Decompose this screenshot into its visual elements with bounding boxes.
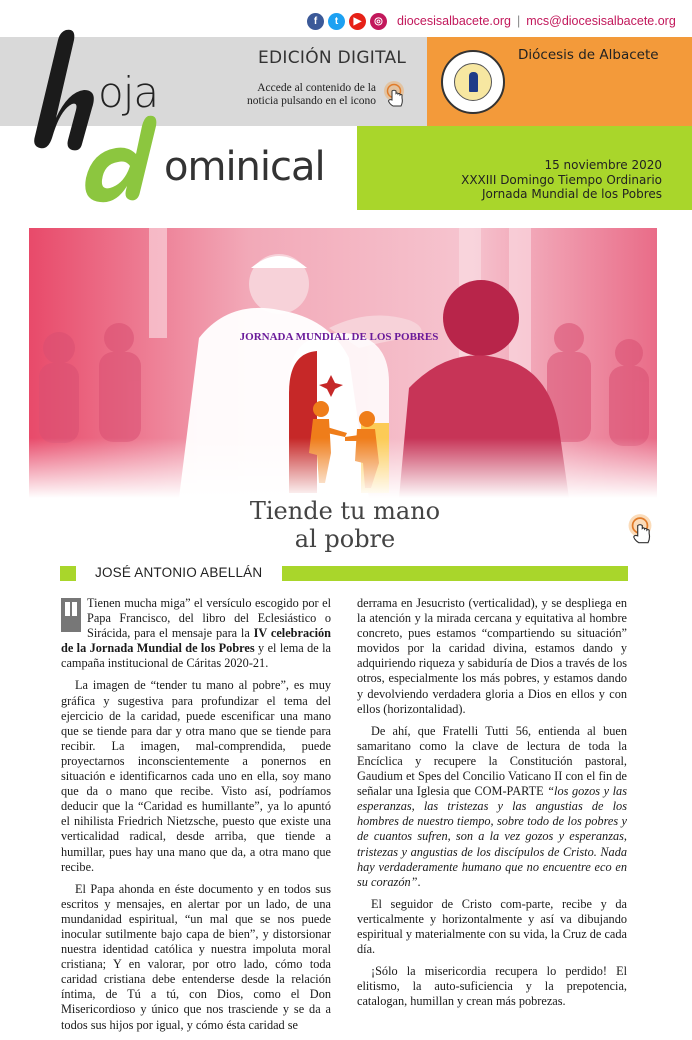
text: Tienen mucha miga” el versículo escogido por el Papa Francisco, del libro del Eclesiástico o Sirácida, para el mensaje para la xyxy=(87,596,331,641)
paragraph: derrama en Jesucristo (verticalidad), y se despliega en la atención y la mirada cercana y equitativa al hombre concreto, pues estamos “compartiendo su situación” movidos por la caridad divina, estamos dando y adquiriendo riqueza y sabiduría de Dios a través de los otros, especialmente los más pobres, y estamos dando y devolviendo verdadera gloria a Dios en ellos y con ellos (horizontalidad). xyxy=(357,596,627,716)
headline xyxy=(200,497,490,553)
instagram-icon[interactable]: ◎ xyxy=(370,13,387,30)
access-line-1: Accede al contenido de la xyxy=(257,82,376,94)
logo-letter-d xyxy=(78,112,168,208)
paragraph: La imagen de “tender tu mano al pobre”, es muy gráfica y sugestiva para profundizar el tema del ejercicio de la caridad, puede escenificar una mano que se tiende para dar y otra mano que se tiende para recibir. La imagen, mal-comprendida, puede proyectarnos inconscientemente a ponernos en situación e identificarnos cada uno en ella, soy mano que da o mano que recibe. Visto así, podríamos deducir que la “Caridad es humillante”, ya lo apuntó el nihilista Friedrich Nietzsche, puesto que existe una verticalidad radical, desde arriba, que tiende a humillar, pues hay una mano que da, a otra mano que recibe. xyxy=(61,678,331,874)
hero-image xyxy=(29,228,657,498)
contact-bar xyxy=(307,10,676,32)
text: De ahí, que Fratelli Tutti 56, entienda al buen samaritano como la clave de lectura de toda la Encíclica y recupere la Constitución pastoral, Gaudium et Spes del Concilio Vaticano II con el fin de señalar una Iglesia que COM-PARTE xyxy=(357,723,627,799)
youtube-icon[interactable]: ▶ xyxy=(349,13,366,30)
bold-text: IV celebración de la Jornada Mundial de los Pobres xyxy=(61,626,331,656)
email-link[interactable]: mcs@diocesisalbacete.org xyxy=(526,14,676,28)
article-column-1 xyxy=(61,596,331,1040)
paragraph xyxy=(61,596,331,671)
jornada-title: Jornada Mundial de los Pobres xyxy=(482,187,662,201)
quote-mark-icon xyxy=(61,598,81,632)
text: y el lema de la campaña institucional de Cáritas 2020-21. xyxy=(61,641,331,671)
issue-info xyxy=(461,158,662,202)
text: . xyxy=(417,874,421,889)
paragraph: El Papa ahonda en éste documento y en todos sus escritos y mensajes, en alertar por un lado, de una mundanidad espiritual, “un mal que se nos puede inocular sutilmente bajo capa de bien”, y distorsionar nuestra identidad católica y nuestra impoluta moral cristiana; Y en valorar, por otro lado, cómo toda caridad cristiana debe entenderse desde la relación íntima, de Tú a tú, con Dios, como el Don Misericordioso y único que nos trasciende y se da a todos sus hijos por igual, y cómo ésta caridad se xyxy=(61,881,331,1032)
access-line-2: noticia pulsando en el icono xyxy=(246,95,376,107)
hero-logo-text: JORNADA MUNDIAL DE LOS POBRES xyxy=(239,331,439,343)
access-instructions xyxy=(218,82,376,108)
article-column-2 xyxy=(357,596,627,1016)
hero-illustration xyxy=(29,228,657,498)
facebook-icon[interactable]: f xyxy=(307,13,324,30)
paragraph xyxy=(357,724,627,890)
pointing-hand-icon[interactable] xyxy=(624,513,656,545)
issue-date: 15 noviembre 2020 xyxy=(544,158,662,172)
logo-text-oja: oja xyxy=(98,68,159,117)
headline-line-2: al pobre xyxy=(294,525,396,553)
logo-text-ominical: ominical xyxy=(164,144,325,190)
paragraph: El seguidor de Cristo com-parte, recibe y da verticalmente y horizontalmente y así va dibujando espiritual y materialmente con su vida, la Cruz de cada día. xyxy=(357,896,627,957)
pointing-hand-icon xyxy=(380,80,408,108)
headline-line-1: Tiende tu mano xyxy=(249,497,441,525)
diocese-title: Diócesis de Albacete xyxy=(518,47,659,63)
paragraph: ¡Sólo la misericordia recupera lo perdido! El elitismo, la auto-suficiencia y la prepotencia, catalogan, humillan y crean más pobrezas. xyxy=(357,964,627,1009)
twitter-icon[interactable]: t xyxy=(328,13,345,30)
contact-links xyxy=(397,14,676,28)
author-name: JOSÉ ANTONIO ABELLÁN xyxy=(95,565,263,580)
author-rule xyxy=(282,566,628,581)
liturgical-sunday: XXXIII Domingo Tiempo Ordinario xyxy=(461,172,662,187)
diocese-seal xyxy=(441,50,505,114)
edition-label: EDICIÓN DIGITAL xyxy=(258,48,407,68)
author-marker xyxy=(60,566,76,581)
seal-emblem xyxy=(454,63,492,101)
website-link[interactable]: diocesisalbacete.org xyxy=(397,14,511,28)
italic-quote: “los gozos y las esperanzas, las tristezas y las angustias de los hombres de nuestro tiempo, sobre todo de los pobres y de cuantos sufren, son a la vez gozos y esperanzas, tristezas y angustias de los discípulos de Cristo. Nada hay verdaderamente humano que no encuentre eco en su corazón” xyxy=(357,784,627,889)
separator: | xyxy=(516,14,521,28)
